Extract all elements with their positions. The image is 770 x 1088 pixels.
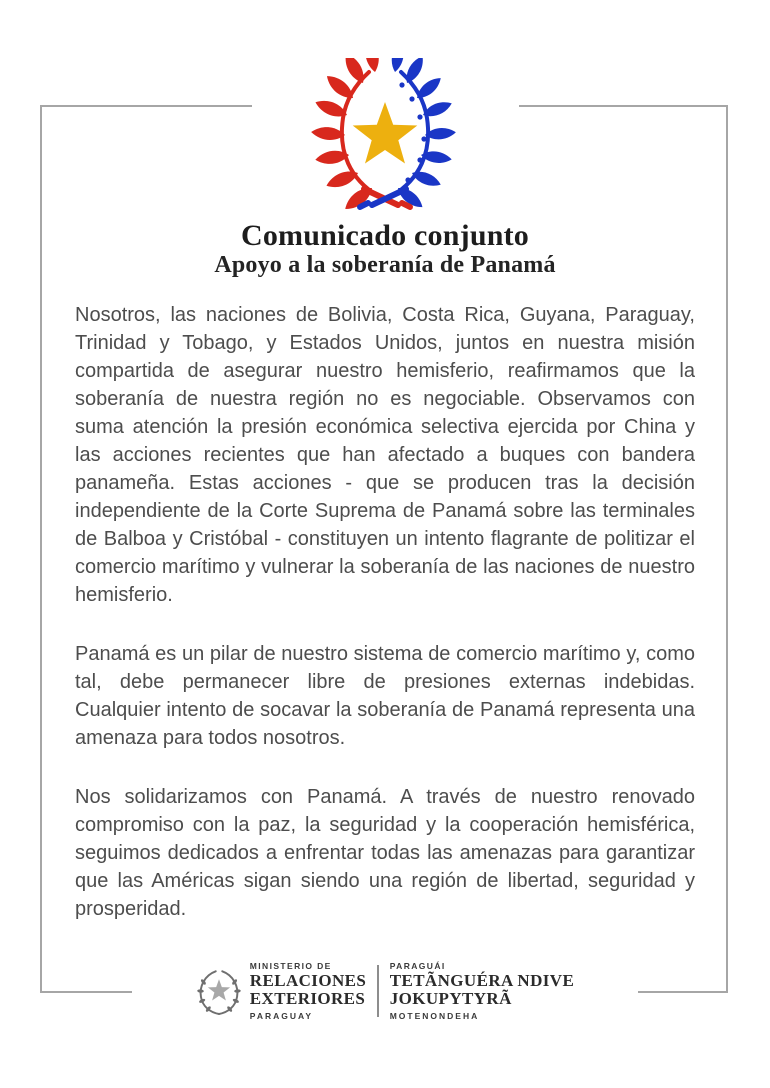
page-subtitle: Apoyo a la soberanía de Panamá — [214, 252, 556, 278]
ministry-name-block — [250, 961, 366, 1022]
body-paragraph-3: Nos solidarizamos con Panamá. A través de nuestro renovado compromiso con la paz, la seguridad y la cooperación hemisférica, seguimos dedicados a enfrentar todas las amenazas para garantizar que las Américas sigan siendo una región de libertad, seguridad y prosperidad. — [75, 786, 695, 920]
ministry-line2: EXTERIORES — [249, 989, 366, 1008]
gold-star-icon — [353, 102, 418, 164]
ministry-country: PARAGUAY — [249, 1010, 314, 1021]
guarani-name-block — [390, 961, 574, 1022]
body-paragraph-2: Panamá es un pilar de nuestro sistema de comercio marítimo y, como tal, debe permanecer libre de presiones externas indebidas. Cualquier intento de socavar la soberanía de Panamá representa una amenaza para todos nosotros. — [75, 643, 695, 749]
guarani-line2: JOKUPYTYRÃ — [389, 989, 512, 1008]
body-paragraph-1: Nosotros, las naciones de Bolivia, Costa Rica, Guyana, Paraguay, Trinidad y Tobago, y Estados Unidos, juntos en nuestra misión compartida de asegurar nuestro hemisferio, reafirmamos que la soberanía de nuestra región no es negociable. Observamos con suma atención la presión económica selectiva ejercida por China y las acciones recientes que han afectado a buques con bandera panameña. Estas acciones - que se producen tras la decisión independiente de la Corte Suprema de Panamá sobre las terminales de Balboa y Cristóbal - constituyen un intento flagrante de politizar el comercio marítimo y vulnerar la soberanía de las naciones de nuestro hemisferio. — [75, 304, 695, 606]
communique-body — [75, 301, 695, 954]
ministry-eyebrow: MINISTERIO DE — [249, 960, 332, 971]
logo-divider — [377, 965, 379, 1017]
guarani-sub: MOTENONDEHA — [389, 1010, 480, 1021]
page-title: Comunicado conjunto — [240, 219, 529, 252]
ministry-wreath-star-icon — [196, 963, 242, 1019]
guarani-eyebrow: PARAGUÁI — [389, 960, 446, 971]
paraguay-laurel-star-emblem-icon — [300, 58, 470, 214]
ministry-line1: RELACIONES — [249, 970, 367, 990]
guarani-line1: TETÃNGUÉRA NDIVE — [389, 970, 575, 990]
ministry-logo — [0, 954, 770, 1028]
